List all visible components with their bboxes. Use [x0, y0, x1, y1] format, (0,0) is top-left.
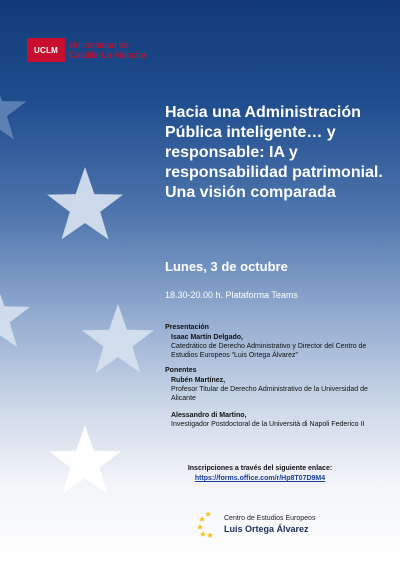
registration — [0, 464, 400, 484]
university-name-line1: Universidad de — [69, 40, 130, 50]
event-time-place: 18.30-20.00 h. Plataforma Teams — [165, 290, 298, 300]
university-name — [69, 40, 146, 60]
speaker-role: Investigador Postdoctoral de la Università di Napoli Federico II — [171, 421, 365, 428]
star-icon — [82, 304, 154, 373]
center-name-line2: Luis Ortega Álvarez — [224, 524, 309, 534]
speaker-name: Alessandro di Martino, — [171, 412, 247, 419]
registration-label: Inscripciones a través del siguiente enlace: — [187, 465, 333, 472]
star-icon — [47, 167, 123, 239]
center-name-line1: Centro de Estudios Europeos — [224, 515, 316, 522]
event-date: Lunes, 3 de octubre — [165, 259, 288, 274]
logo-mark: UCLM — [27, 38, 65, 62]
speakers-label: Ponentes — [165, 367, 197, 374]
star-icon — [0, 78, 26, 140]
presentation-label: Presentación — [165, 324, 209, 331]
speaker-item — [171, 411, 390, 429]
event-title: Hacia una Administración Pública inteligente… y responsable: IA y responsabilidad patrimonial. Una visión comparada — [165, 104, 383, 201]
speaker-name: Rubén Martínez, — [171, 377, 226, 384]
presenter-name: Isaac Martín Delgado, — [171, 334, 243, 341]
center-name — [224, 513, 315, 535]
speaker-item — [171, 376, 390, 403]
speaker-role: Profesor Titular de Derecho Administrativo de la Universidad de Alicante — [171, 386, 368, 402]
university-logo — [27, 38, 146, 62]
registration-link[interactable]: https://forms.office.com/r/Hp8T07D9M4 — [194, 475, 326, 482]
center-logo — [198, 510, 315, 538]
program — [165, 323, 390, 429]
university-name-line2: Castilla-La Mancha — [69, 50, 147, 60]
eu-stars-icon — [198, 510, 218, 538]
presenter-role: Catedrático de Derecho Administrativo y Director del Centro de Estudios Europeos “Luis Ortega Álvarez” — [171, 343, 367, 359]
presenter — [171, 333, 390, 360]
star-icon — [0, 282, 30, 347]
